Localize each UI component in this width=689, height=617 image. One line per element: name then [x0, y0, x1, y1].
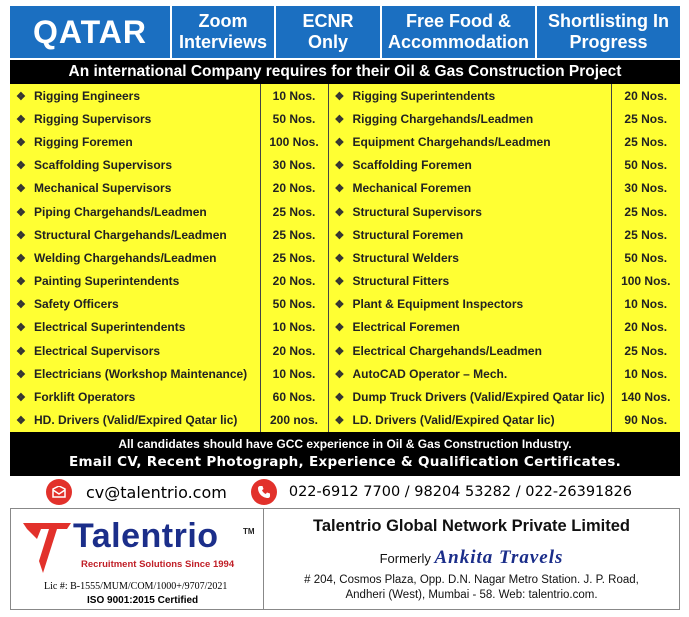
left-qty: [260, 316, 328, 339]
right-qty: [611, 84, 680, 107]
left-role: [10, 246, 260, 269]
left-role: [10, 130, 260, 153]
formerly-line: [264, 547, 679, 569]
left-qty: [260, 84, 328, 107]
right-qty: [611, 409, 680, 432]
table-row: [10, 107, 680, 130]
table-row: [10, 385, 680, 408]
left-role: [10, 362, 260, 385]
right-role: [328, 154, 611, 177]
left-role-text: Piping Chargehands/Leadmen: [34, 204, 207, 219]
bullet-icon: ❖: [16, 276, 26, 289]
bullet-icon: ❖: [16, 322, 26, 335]
left-qty-text: 20 Nos.: [272, 274, 316, 289]
left-role: [10, 177, 260, 200]
table-row: [10, 270, 680, 293]
left-role-text: Mechanical Supervisors: [34, 181, 172, 196]
right-qty: [611, 385, 680, 408]
table-row: [10, 84, 680, 107]
left-qty-text: 10 Nos.: [272, 320, 316, 335]
left-role-text: Electricians (Workshop Maintenance): [34, 366, 248, 381]
right-role: [328, 177, 611, 200]
country-title: QATAR: [10, 6, 172, 58]
left-role: [10, 316, 260, 339]
left-qty: [260, 409, 328, 432]
table-row: [10, 223, 680, 246]
table-row: [10, 177, 680, 200]
right-qty-text: 10 Nos.: [624, 366, 668, 381]
bullet-icon: ❖: [16, 160, 26, 173]
bullet-icon: ❖: [16, 345, 26, 358]
formerly-label: Formerly: [379, 551, 431, 566]
right-role: [328, 130, 611, 153]
left-role-text: Forklift Operators: [34, 390, 136, 405]
bullet-icon: ❖: [334, 90, 345, 103]
ecnr-line2: Only: [307, 32, 348, 52]
right-qty-text: 20 Nos.: [624, 320, 668, 335]
license-number: Lic #: B-1555/MUM/COM/1000+/9707/2021: [44, 581, 228, 592]
food-line1: Free Food &: [405, 11, 511, 31]
left-role-text: Welding Chargehands/Leadmen: [34, 250, 217, 265]
bullet-icon: ❖: [16, 415, 26, 428]
bullet-icon: ❖: [334, 183, 345, 196]
right-role-text: Structural Welders: [352, 250, 459, 265]
bullet-icon: ❖: [334, 392, 345, 405]
right-qty-text: 30 Nos.: [624, 181, 668, 196]
left-role-text: Structural Chargehands/Leadmen: [34, 227, 227, 242]
right-role: [328, 409, 611, 432]
positions-table: [10, 84, 680, 432]
left-qty: [260, 154, 328, 177]
right-qty: [611, 130, 680, 153]
right-role-text: Mechanical Foremen: [352, 181, 472, 196]
left-role: [10, 200, 260, 223]
right-qty: [611, 339, 680, 362]
right-qty: [611, 362, 680, 385]
right-qty: [611, 200, 680, 223]
left-qty-text: 20 Nos.: [272, 181, 316, 196]
phone-icon: [251, 479, 277, 505]
left-role: [10, 270, 260, 293]
left-role: [10, 154, 260, 177]
zoom-interviews-cell: [172, 6, 276, 58]
right-role-text: Structural Fitters: [352, 274, 450, 289]
table-row: [10, 339, 680, 362]
company-address: [284, 573, 659, 603]
left-role-text: Rigging Supervisors: [34, 111, 152, 126]
table-row: [10, 316, 680, 339]
right-qty-text: 25 Nos.: [624, 204, 668, 219]
right-qty: [611, 316, 680, 339]
right-role-text: Electrical Foremen: [352, 320, 460, 335]
zoom-line2: Interviews: [178, 32, 268, 52]
email-icon: [46, 479, 72, 505]
table-row: [10, 362, 680, 385]
right-qty-text: 25 Nos.: [624, 343, 668, 358]
project-banner: An international Company requires for their Oil & Gas Construction Project: [10, 60, 680, 84]
bullet-icon: ❖: [334, 276, 345, 289]
right-role-text: Rigging Chargehands/Leadmen: [352, 111, 534, 126]
left-qty: [260, 339, 328, 362]
bullet-icon: ❖: [334, 136, 345, 149]
left-qty-text: 60 Nos.: [272, 390, 316, 405]
right-qty-text: 25 Nos.: [624, 227, 668, 242]
right-qty-text: 50 Nos.: [624, 250, 668, 265]
left-role: [10, 107, 260, 130]
shortlisting-cell: [537, 6, 680, 58]
right-qty-text: 10 Nos.: [624, 297, 668, 312]
address-line-2: Andheri (West), Mumbai - 58. Web: talentrio.com.: [345, 589, 598, 601]
requirements-box: [10, 432, 680, 476]
brand-name: Talentrio: [73, 517, 219, 555]
company-details: [264, 509, 679, 609]
right-role: [328, 223, 611, 246]
right-qty: [611, 154, 680, 177]
left-qty: [260, 200, 328, 223]
bullet-icon: ❖: [334, 229, 345, 242]
left-qty-text: 50 Nos.: [272, 297, 316, 312]
right-role-text: Structural Foremen: [352, 227, 464, 242]
left-qty: [260, 246, 328, 269]
right-role-text: AutoCAD Operator – Mech.: [352, 366, 508, 381]
right-qty-text: 25 Nos.: [624, 134, 668, 149]
right-qty-text: 100 Nos.: [621, 274, 671, 289]
right-qty: [611, 223, 680, 246]
left-role: [10, 84, 260, 107]
right-role: [328, 200, 611, 223]
left-qty: [260, 223, 328, 246]
right-qty: [611, 177, 680, 200]
right-role-text: Plant & Equipment Inspectors: [352, 297, 524, 312]
bullet-icon: ❖: [16, 252, 26, 265]
right-qty: [611, 270, 680, 293]
right-role-text: Electrical Chargehands/Leadmen: [352, 343, 542, 358]
header-bar: [10, 6, 680, 58]
right-qty-text: 50 Nos.: [624, 158, 668, 173]
contact-bar: [10, 476, 680, 508]
bullet-icon: ❖: [16, 90, 26, 103]
logo-block: [11, 509, 264, 609]
short-line1: Shortlisting In: [548, 11, 669, 31]
documents-requirement: Email CV, Recent Photograph, Experience & Qualification Certificates.: [68, 454, 622, 470]
left-qty-text: 100 Nos.: [269, 134, 319, 149]
company-name: Talentrio Global Network Private Limited: [313, 517, 630, 535]
bullet-icon: ❖: [334, 368, 345, 381]
left-qty: [260, 177, 328, 200]
bullet-icon: ❖: [334, 206, 345, 219]
left-qty-text: 20 Nos.: [272, 343, 316, 358]
left-qty: [260, 362, 328, 385]
ecnr-line1: ECNR: [302, 11, 354, 31]
left-qty-text: 25 Nos.: [272, 227, 316, 242]
table-row: [10, 293, 680, 316]
bullet-icon: ❖: [16, 183, 26, 196]
right-qty: [611, 293, 680, 316]
left-role-text: Electrical Superintendents: [34, 320, 186, 335]
company-footer: [10, 508, 680, 610]
ecnr-cell: [276, 6, 382, 58]
table-row: [10, 200, 680, 223]
left-role-text: Rigging Engineers: [34, 88, 141, 103]
bullet-icon: ❖: [334, 113, 345, 126]
left-qty-text: 10 Nos.: [272, 366, 316, 381]
bullet-icon: ❖: [16, 299, 26, 312]
bullet-icon: ❖: [16, 136, 26, 149]
right-role: [328, 385, 611, 408]
trademark: TM: [243, 527, 255, 536]
right-qty-text: 20 Nos.: [624, 88, 668, 103]
right-role-text: LD. Drivers (Valid/Expired Qatar lic): [352, 413, 555, 428]
bullet-icon: ❖: [334, 160, 345, 173]
talentrio-logo-icon: [21, 517, 73, 577]
right-role: [328, 246, 611, 269]
iso-certification: ISO 9001:2015 Certified: [87, 595, 199, 606]
left-role-text: Electrical Supervisors: [34, 343, 161, 358]
left-role: [10, 409, 260, 432]
left-role: [10, 293, 260, 316]
gcc-requirement: All candidates should have GCC experience in Oil & Gas Construction Industry.: [118, 437, 572, 451]
bullet-icon: ❖: [334, 345, 345, 358]
bullet-icon: ❖: [334, 322, 345, 335]
right-role-text: Rigging Superintendents: [352, 88, 496, 103]
left-qty: [260, 107, 328, 130]
right-role: [328, 270, 611, 293]
right-role-text: Equipment Chargehands/Leadmen: [352, 134, 551, 149]
table-row: [10, 246, 680, 269]
right-role-text: Scaffolding Foremen: [352, 158, 472, 173]
former-brand: Ankita Travels: [434, 547, 564, 568]
left-qty-text: 25 Nos.: [272, 204, 316, 219]
right-qty-text: 140 Nos.: [621, 390, 671, 405]
left-role: [10, 385, 260, 408]
table-row: [10, 154, 680, 177]
left-role-text: Safety Officers: [34, 297, 119, 312]
right-role-text: Structural Supervisors: [352, 204, 482, 219]
left-qty-text: 25 Nos.: [272, 250, 316, 265]
left-role: [10, 339, 260, 362]
left-role: [10, 223, 260, 246]
bullet-icon: ❖: [16, 392, 26, 405]
right-qty: [611, 246, 680, 269]
right-role: [328, 293, 611, 316]
right-role: [328, 84, 611, 107]
right-qty: [611, 107, 680, 130]
left-qty: [260, 270, 328, 293]
left-qty-text: 10 Nos.: [272, 88, 316, 103]
address-line-1: # 204, Cosmos Plaza, Opp. D.N. Nagar Metro Station. J. P. Road,: [304, 574, 639, 586]
food-line2: Accommodation: [387, 32, 529, 52]
short-line2: Progress: [569, 32, 648, 52]
bullet-icon: ❖: [334, 299, 345, 312]
table-row: [10, 130, 680, 153]
bullet-icon: ❖: [334, 252, 345, 265]
bullet-icon: ❖: [334, 415, 345, 428]
table-row: [10, 409, 680, 432]
right-role: [328, 316, 611, 339]
bullet-icon: ❖: [16, 229, 26, 242]
left-role-text: Rigging Foremen: [34, 134, 133, 149]
bullet-icon: ❖: [16, 368, 26, 381]
email-link[interactable]: cv@talentrio.com: [86, 482, 227, 502]
free-food-cell: [382, 6, 537, 58]
left-role-text: Scaffolding Supervisors: [34, 158, 173, 173]
zoom-line1: Zoom: [198, 11, 248, 31]
bullet-icon: ❖: [16, 206, 26, 219]
right-role: [328, 107, 611, 130]
left-qty-text: 30 Nos.: [272, 158, 316, 173]
right-role: [328, 339, 611, 362]
left-role-text: HD. Drivers (Valid/Expired Qatar lic): [34, 413, 238, 428]
right-qty-text: 25 Nos.: [624, 111, 668, 126]
right-role: [328, 362, 611, 385]
left-role-text: Painting Superintendents: [34, 274, 180, 289]
brand-tagline: Recruitment Solutions Since 1994: [81, 559, 235, 570]
left-qty: [260, 293, 328, 316]
left-qty-text: 50 Nos.: [272, 111, 316, 126]
right-role-text: Dump Truck Drivers (Valid/Expired Qatar lic): [352, 390, 605, 405]
bullet-icon: ❖: [16, 113, 26, 126]
right-qty-text: 90 Nos.: [624, 413, 668, 428]
left-qty-text: 200 nos.: [269, 413, 319, 428]
phone-numbers[interactable]: 022-6912 7700 / 98204 53282 / 022-26391826: [288, 484, 632, 500]
left-qty: [260, 385, 328, 408]
left-qty: [260, 130, 328, 153]
